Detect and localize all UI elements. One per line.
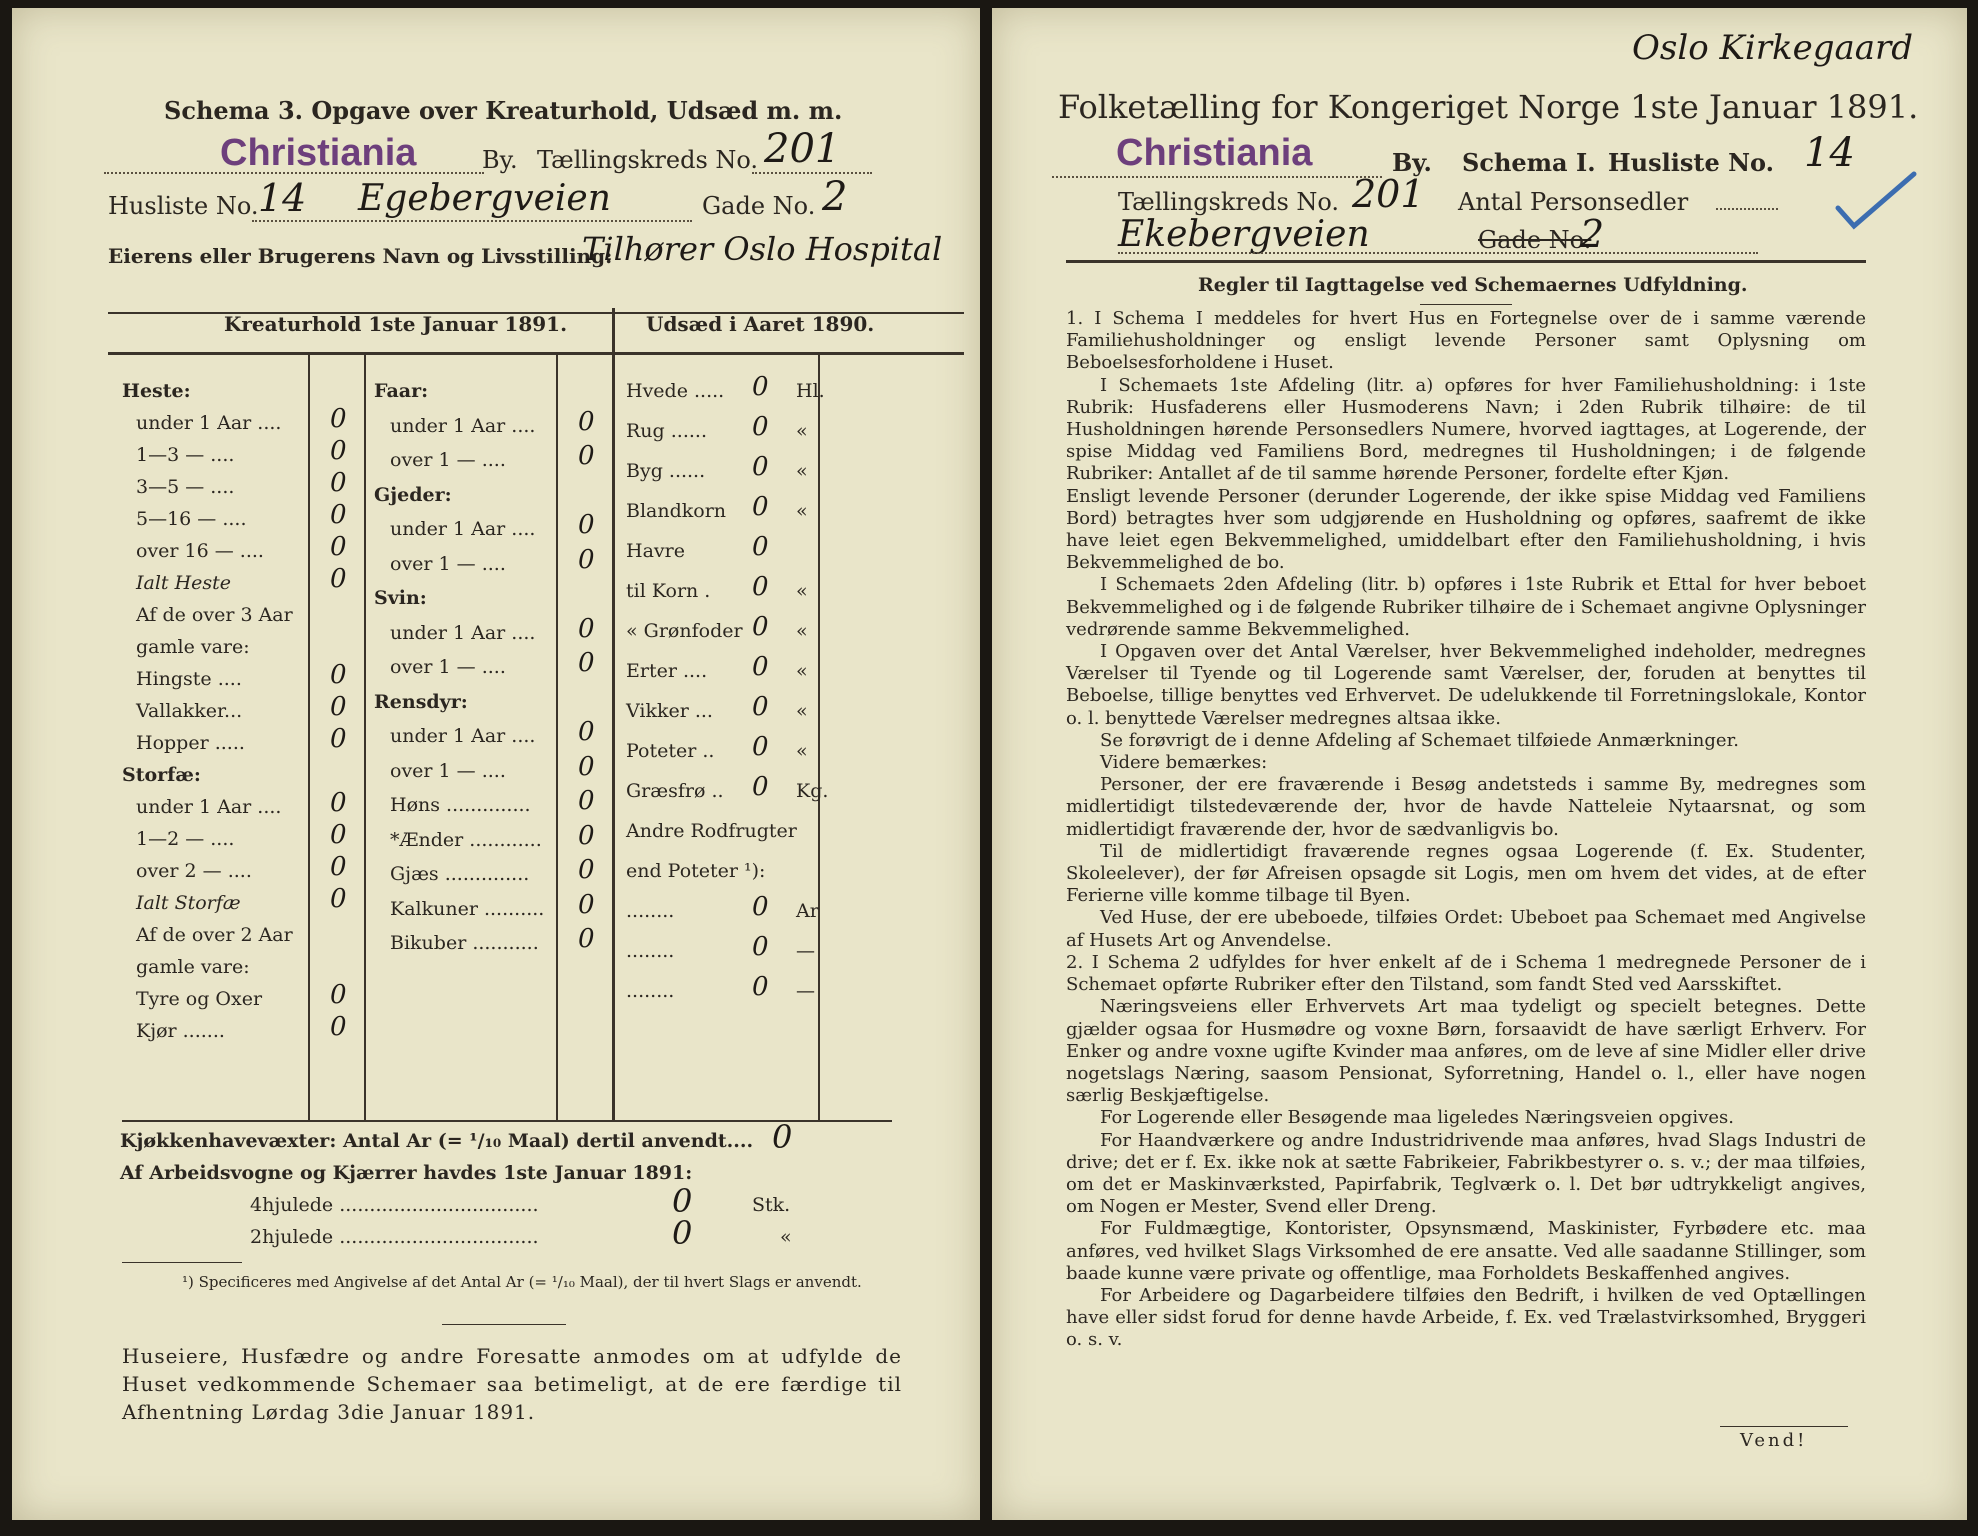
col3-unit: Hl. <box>796 380 825 402</box>
col3-label: Havre <box>626 540 685 562</box>
col1-label: 1—3 — .... <box>136 444 235 466</box>
rule-paragraph: For Haandværkere og andre Industridrivende maa anføres, hvad Slags Industri de drive; det er f. Ex. ikke nok at sætte Fabrikeier, Fabrikbestyrer o. s. v.; der maa tilføies, om det er Maskinværksted, Papirfabrik, Teglværk o. l. Det bør udtrykkeligt angives, om Nogen er Mester, Svend eller Dreng. <box>1066 1129 1866 1218</box>
col1-label: Hopper ..... <box>136 732 245 754</box>
col3-unit: « <box>796 700 808 722</box>
col3-value: 0 <box>752 492 769 522</box>
house-label: Husliste No. <box>108 192 259 220</box>
col3-value: 0 <box>752 372 769 402</box>
closing-rule <box>442 1324 566 1325</box>
col1-label: gamle vare: <box>136 636 250 658</box>
col2-label: Kalkuner .......... <box>390 897 545 920</box>
col3-label: til Korn . <box>626 580 711 602</box>
two-wheel-label: 2hjulede ................................. <box>250 1226 539 1248</box>
rule-paragraph: For Arbeidere og Dagarbeidere tilføies den Bedrift, i hvilken de ved Optællingen have eller sidst forud for denne havde Arbeide, f. Ex. ved Trælastvirksomhed, Bryggeri o. s. v. <box>1066 1284 1866 1351</box>
col1-label: Storfæ: <box>122 764 201 786</box>
city-stamp: Christiania <box>220 132 417 174</box>
col1-value: 0 <box>330 1012 347 1042</box>
col3-unit: Ar <box>796 900 819 922</box>
col3-value: 0 <box>752 892 769 922</box>
r-street-no: 2 <box>1580 212 1605 256</box>
r-city-stamp: Christiania <box>1116 132 1313 174</box>
col2-label: Svin: <box>374 587 427 609</box>
col3-value: 0 <box>752 572 769 602</box>
col1-value: 0 <box>330 404 347 434</box>
col2-label: over 1 — .... <box>390 759 506 782</box>
rule-paragraph: I Schemaets 1ste Afdeling (litr. a) opføres for hver Familiehusholdning: i 1ste Rubrik: Husfaderens eller Husmoderens Navn; i 2den Rubrik tilhøire: de til Husholdningen hørende Personsedlers Numere, hvorved iagttages, at Logerende, der spise Middag ved Familiens Bord, medregnes til Husholdningen; i de følgende Rubriker: Antallet af de til samme hørende Personer, fordelte efter Kjøn. <box>1066 374 1866 485</box>
col1-value: 0 <box>330 692 347 722</box>
col1-value: 0 <box>330 500 347 530</box>
col3-label: Poteter .. <box>626 740 715 762</box>
col2-value: 0 <box>578 924 595 954</box>
col3-label: end Poteter ¹): <box>626 860 766 882</box>
col3-value: 0 <box>752 612 769 642</box>
col1-label: 3—5 — .... <box>136 476 235 498</box>
corner-note: Oslo Kirkegaard <box>1632 28 1914 68</box>
col3-unit: « <box>796 500 808 522</box>
col2-label: Rensdyr: <box>374 690 468 713</box>
col3-value: 0 <box>752 772 769 802</box>
col-sep-1a <box>308 352 310 1122</box>
col3-label: ........ <box>626 900 675 922</box>
closing-note: Huseiere, Husfædre og andre Foresatte anmodes om at udfylde de Huset vedkommende Schemaer saa betimeligt, at de ere færdige til Afhentning Lørdag 3die Januar 1891. <box>122 1344 902 1424</box>
col1-value: 0 <box>330 852 347 882</box>
street-dotline <box>252 216 692 222</box>
r-street-dotline <box>1118 248 1758 254</box>
col1-value: 0 <box>330 532 347 562</box>
col3-unit: « <box>796 620 808 642</box>
footnote-rule <box>122 1262 242 1263</box>
col3-label: Hvede ..... <box>626 380 725 402</box>
col1-label: 1—2 — .... <box>136 828 235 850</box>
two-wheel-value: 0 <box>672 1214 693 1252</box>
col2-label: over 1 — .... <box>390 656 506 678</box>
sowing-header: Udsæd i Aaret 1890. <box>646 312 875 336</box>
rule-paragraph: Næringsveiens eller Erhvervets Art maa tydeligt og specielt betegnes. Dette gjælder ogsaa for Husmødre og voxne Børn, forsaavidt de have særligt Erhverv. For Enker og andre voxne ugifte Kvinder maa anføres, om de leve af sine Midler eller drive nogetslags Næring, saasom Pensionat, Syforretning, Handel o. l., eller have nogen særlig Beskjæftigelse. <box>1066 996 1866 1107</box>
col2-label: *Ænder ............ <box>390 828 542 851</box>
rules-title: Regler til Iagttagelse ved Schemaernes Udfyldning. <box>1198 274 1748 296</box>
r-house-label: Husliste No. <box>1608 148 1774 177</box>
col1-label: Af de over 2 Aar <box>136 924 293 946</box>
street-value: Egebergveien <box>358 178 611 219</box>
col-sep-1b <box>364 352 366 1122</box>
col3-label: « Grønfoder <box>626 620 743 642</box>
col1-label: Hingste .... <box>136 668 242 690</box>
col1-label: gamle vare: <box>136 956 250 978</box>
street-no: 2 <box>822 174 848 220</box>
col2-value: 0 <box>578 751 595 782</box>
col1-label: Kjør ....... <box>136 1020 225 1042</box>
r-by-label: By. <box>1392 148 1432 177</box>
col3-label: ........ <box>626 940 675 962</box>
check-mark-icon <box>1832 168 1922 238</box>
col1-label: Ialt Heste <box>136 572 232 594</box>
house-value: 14 <box>258 176 307 220</box>
col2-label: under 1 Aar .... <box>390 725 536 747</box>
col3-label: Byg ...... <box>626 460 706 482</box>
col1-value: 0 <box>330 660 347 690</box>
r-street-value: Ekebergveien <box>1118 214 1370 255</box>
col2-value: 0 <box>578 441 595 471</box>
col3-unit: « <box>796 460 808 482</box>
owner-value: Tilhører Oslo Hospital <box>582 230 943 268</box>
col1-label: 5—16 — .... <box>136 508 247 530</box>
col3-unit: « <box>796 420 808 442</box>
col3-unit: — <box>796 940 815 962</box>
col1-label: under 1 Aar .... <box>136 412 282 434</box>
schema-label: Schema I. <box>1462 148 1596 177</box>
rule-paragraph: Ensligt levende Personer (derunder Logerende, der ikke spise Middag ved Familiens Bord) betragtes hver som udgjørende en Husholdning og opføres, saafremt de ikke have leiet egen Bekvemmelighed, umiddelbart efter den Familiehusholdning, i hvis Bekvemmelighed de bo. <box>1066 485 1866 574</box>
col2-label: Faar: <box>374 380 429 402</box>
col2-value: 0 <box>578 544 595 575</box>
col2-value: 0 <box>578 406 595 437</box>
col3-label: Andre Rodfrugter <box>626 820 797 842</box>
persons-label: Antal Personsedler <box>1458 188 1689 216</box>
rule-paragraph: Til de midlertidigt fraværende regnes ogsaa Logerende (f. Ex. Studenter, Skoleelever), der før Afreisen opsagde sit Logis, men om hvem det vides, at de efter Ferierne ville komme tilbage til Byen. <box>1066 840 1866 907</box>
col1-value: 0 <box>330 884 347 914</box>
col3-value: 0 <box>752 412 769 442</box>
col3-value: 0 <box>752 972 769 1002</box>
col2-value: 0 <box>578 855 595 885</box>
wagons-label: Af Arbeidsvogne og Kjærrer havdes 1ste Januar 1891: <box>120 1162 693 1184</box>
col1-label: Tyre og Oxer <box>136 988 263 1010</box>
col3-label: Græsfrø .. <box>626 780 724 802</box>
col3-value: 0 <box>752 932 769 962</box>
col1-value: 0 <box>330 436 347 466</box>
col1-label: over 16 — .... <box>136 540 264 562</box>
col1-value: 0 <box>330 980 347 1010</box>
census-title: Folketælling for Kongeriget Norge 1ste Januar 1891. <box>1058 88 1919 126</box>
r-district-label: Tællingskreds No. <box>1118 188 1340 216</box>
col1-value: 0 <box>330 468 347 498</box>
col2-value: 0 <box>578 510 595 540</box>
col3-value: 0 <box>752 692 769 722</box>
col2-value: 0 <box>578 889 595 920</box>
schema-title: Schema 3. Opgave over Kreaturhold, Udsæd m. m. <box>164 96 843 125</box>
col3-value: 0 <box>752 652 769 682</box>
vend-rule <box>1720 1426 1848 1427</box>
owner-label: Eierens eller Brugerens Navn og Livsstilling: <box>108 244 613 268</box>
col2-value: 0 <box>578 820 595 851</box>
district-value: 201 <box>764 126 841 172</box>
rule-paragraph: Ved Huse, der ere ubeboede, tilføies Ordet: Ubeboet paa Schemaet med Angivelse af Husets Art og Anvendelse. <box>1066 907 1866 951</box>
col2-value: 0 <box>578 786 595 816</box>
garden-label: Kjøkkenhavevæxter: Antal Ar (= ¹/₁₀ Maal) dertil anvendt.... <box>120 1130 754 1152</box>
col2-value: 0 <box>578 648 595 678</box>
col3-unit: Kg. <box>796 780 829 802</box>
col2-label: under 1 Aar .... <box>390 621 536 644</box>
footnote: ¹) Specificeres med Angivelse af det Antal Ar (= ¹/₁₀ Maal), der til hvert Slags er anvendt. <box>182 1273 862 1291</box>
col3-label: ........ <box>626 980 675 1002</box>
col3-unit: — <box>796 980 815 1002</box>
col3-unit: « <box>796 660 808 682</box>
col3-label: Rug ...... <box>626 420 707 442</box>
rule-paragraph: I Schemaets 2den Afdeling (litr. b) opføres i 1ste Rubrik et Ettal for hver beboet Bekvemmelighed og i de følgende Rubriker tilhøire de i Schemaet angivne Oplysninger vedrørende samme Bekvemmelighed. <box>1066 574 1866 640</box>
col2-label: under 1 Aar .... <box>390 414 536 437</box>
col3-unit: « <box>796 580 808 602</box>
col-sep-2b <box>612 308 615 1122</box>
rule-paragraph: 1. I Schema I meddeles for hvert Hus en Fortegnelse over de i samme værende Familiehusholdninger og ensligt levende Personer samt Oplysning om Beboelsesforholdene i Huset. <box>1066 308 1866 374</box>
by-label: By. <box>482 146 518 174</box>
col2-label: Høns .............. <box>390 794 531 816</box>
col1-label: under 1 Aar .... <box>136 796 282 818</box>
street-label: Gade No. <box>702 192 816 220</box>
col1-value: 0 <box>330 820 347 850</box>
r-district-value: 201 <box>1352 172 1425 216</box>
col1-label: Ialt Storfæ <box>136 892 241 914</box>
rule-header <box>108 352 964 355</box>
district-label: Tællingskreds No. <box>537 146 759 174</box>
rule-paragraph: For Fuldmægtige, Kontorister, Opsynsmænd, Maskinister, Fyrbødere etc. maa anføres, ved hvilket Slags Virksomhed de ere ansatte. Ved alle saadanne Stillinger, som baade kunne være private og offentlige, maa Forholdets Beskaffenhed angives. <box>1066 1218 1866 1284</box>
col1-label: over 2 — .... <box>136 860 252 882</box>
col3-value: 0 <box>752 532 769 562</box>
col2-label: over 1 — .... <box>390 449 506 471</box>
garden-value: 0 <box>772 1118 793 1156</box>
col2-value: 0 <box>578 717 595 747</box>
col2-label: over 1 — .... <box>390 552 506 575</box>
col1-value: 0 <box>330 788 347 818</box>
rule-paragraph: For Logerende eller Besøgende maa ligeledes Næringsveien opgives. <box>1100 1107 1734 1129</box>
two-wheel-unit: « <box>780 1226 792 1248</box>
col3-unit: « <box>796 740 808 762</box>
livestock-header: Kreaturhold 1ste Januar 1891. <box>224 312 568 336</box>
col1-value: 0 <box>330 564 347 594</box>
persons-dotline <box>1716 204 1778 210</box>
r-street-label: Gade No. <box>1478 226 1592 254</box>
r-rule-top <box>1066 260 1866 263</box>
district-dotline <box>752 168 872 174</box>
col1-label: Af de over 3 Aar <box>136 604 293 626</box>
col2-label: Bikuber ........... <box>390 932 539 954</box>
col-sep-2a <box>556 352 558 1122</box>
four-wheel-label: 4hjulede ................................. <box>250 1194 539 1216</box>
col3-label: Vikker ... <box>626 700 713 722</box>
rules-title-rule <box>1420 304 1512 305</box>
col-sep-3 <box>818 352 820 1122</box>
col2-value: 0 <box>578 613 595 644</box>
rule-paragraph: Se forøvrigt de i denne Afdeling af Schemaet tilføiede Anmærkninger. <box>1100 729 1739 751</box>
col3-label: Blandkorn <box>626 500 727 522</box>
col3-label: Erter .... <box>626 660 708 682</box>
right-page <box>992 8 1967 1520</box>
rule-paragraph: I Opgaven over det Antal Værelser, hver Bekvemmelighed indeholder, medregnes Værelser til Tyende og til Logerende samt Værelser, der, foruden at benyttes til Beboelse, tillige benyttes ved Erhvervet. De udelukkende til Forretningslokale, Kontor o. l. benyttede Værelser medregnes altsaa ikke. <box>1066 641 1866 729</box>
col2-label: under 1 Aar .... <box>390 518 536 540</box>
col2-label: Gjeder: <box>374 483 452 506</box>
rule-paragraph: Personer, der ere fraværende i Besøg andetsteds i samme By, medregnes som midlertidigt tilstedeværende der, hvor de havde Natteleie Nytaarsnat, og som midlertidigt fraværende der, hvor de sædvanligvis bo. <box>1066 774 1866 840</box>
four-wheel-value: 0 <box>672 1182 693 1220</box>
rule-paragraph: Videre bemærkes: <box>1100 752 1268 774</box>
rules-text <box>1066 308 1866 1352</box>
left-page <box>12 8 980 1520</box>
col1-value: 0 <box>330 724 347 754</box>
col3-value: 0 <box>752 732 769 762</box>
rule-paragraph: 2. I Schema 2 udfyldes for hver enkelt af de i Schema 1 medregnede Personer de i Schemaet opførte Rubriker efter den Tilstand, som fandt Sted ved Aarsskiftet. <box>1066 951 1866 996</box>
col1-label: Vallakker... <box>136 700 243 722</box>
col1-label: Heste: <box>122 380 191 402</box>
col3-value: 0 <box>752 452 769 482</box>
col2-label: Gjæs .............. <box>390 863 530 885</box>
four-wheel-unit: Stk. <box>752 1194 791 1216</box>
r-house-value: 14 <box>1804 130 1855 176</box>
vend-note: Vend! <box>1740 1430 1808 1451</box>
